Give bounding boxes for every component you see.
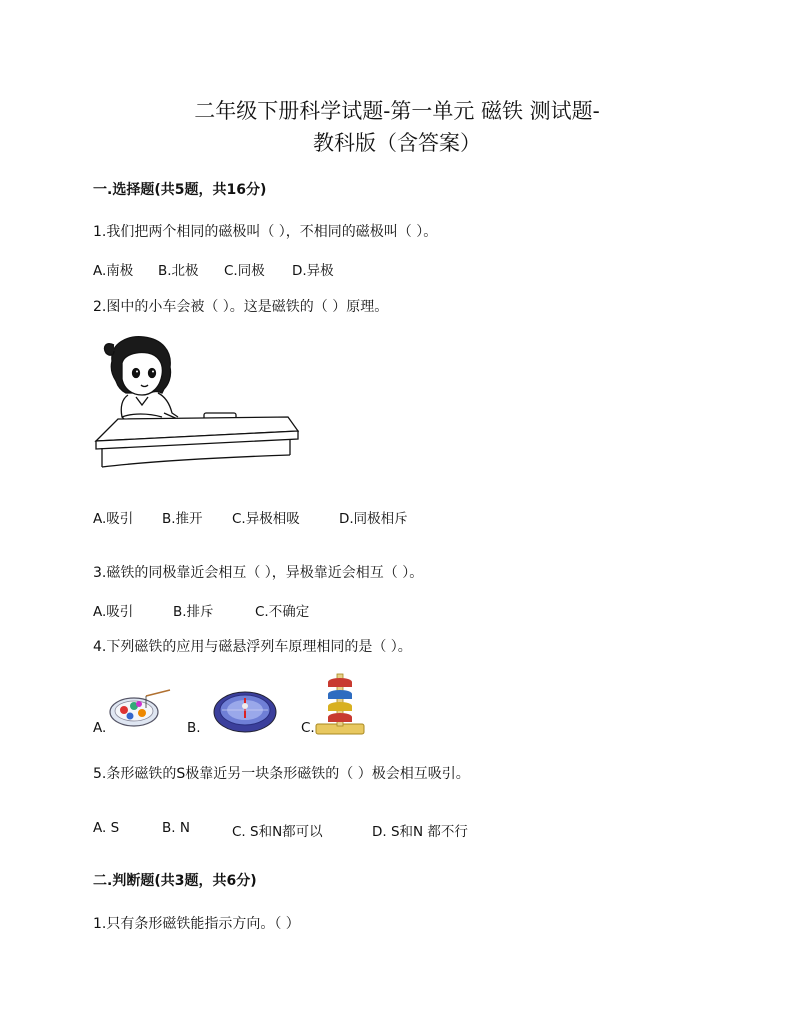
question-5-option-b: B. N bbox=[162, 820, 190, 836]
question-1-option-c: C.同极 bbox=[224, 263, 265, 279]
question-5-option-c: C. S和N都可以 bbox=[232, 824, 323, 840]
section-heading-choice: 一.选择题(共5题，共16分) bbox=[93, 182, 267, 198]
girl-with-magnet-car-illustration bbox=[92, 333, 302, 469]
question-1-option-d: D.异极 bbox=[292, 263, 334, 279]
question-4-text: 4.下列磁铁的应用与磁悬浮列车原理相同的是（ ）。 bbox=[93, 639, 412, 655]
question-3-option-c: C.不确定 bbox=[255, 604, 310, 620]
question-4-option-b-label: B. bbox=[187, 720, 201, 736]
document-title-line-2: 教科版（含答案） bbox=[313, 131, 481, 155]
question-4-option-c-label: C. bbox=[301, 720, 315, 736]
question-2-option-b: B.推开 bbox=[162, 511, 203, 527]
question-3-text: 3.磁铁的同极靠近会相互（ ），异极靠近会相互（ ）。 bbox=[93, 565, 424, 581]
magnetic-fishing-toy-image bbox=[106, 686, 172, 732]
question-2-option-d: D.同极相斥 bbox=[339, 511, 408, 527]
question-2-option-a: A.吸引 bbox=[93, 511, 134, 527]
compass-image bbox=[212, 682, 278, 736]
question-4-option-a-label: A. bbox=[93, 720, 107, 736]
question-2-text: 2.图中的小车会被（ ）。这是磁铁的（ ）原理。 bbox=[93, 299, 389, 315]
section-heading-true-false: 二.判断题(共3题，共6分) bbox=[93, 873, 257, 889]
question-2-option-c: C.异极相吸 bbox=[232, 511, 300, 527]
question-1-option-a: A.南极 bbox=[93, 263, 134, 279]
document-title-line-1: 二年级下册科学试题-第一单元 磁铁 测试题- bbox=[194, 99, 600, 123]
question-5-option-a: A. S bbox=[93, 820, 120, 836]
question-3-option-b: B.排斥 bbox=[173, 604, 214, 620]
question-5-text: 5.条形磁铁的S极靠近另一块条形磁铁的（ ）极会相互吸引。 bbox=[93, 766, 470, 782]
floating-ring-magnets-image bbox=[310, 672, 370, 736]
question-5-option-d: D. S和N 都不行 bbox=[372, 824, 468, 840]
question-1-option-b: B.北极 bbox=[158, 263, 199, 279]
question-3-option-a: A.吸引 bbox=[93, 604, 134, 620]
question-1-text: 1.我们把两个相同的磁极叫（ ），不相同的磁极叫（ ）。 bbox=[93, 224, 438, 240]
judgment-1-text: 1.只有条形磁铁能指示方向。（ ） bbox=[93, 916, 300, 932]
